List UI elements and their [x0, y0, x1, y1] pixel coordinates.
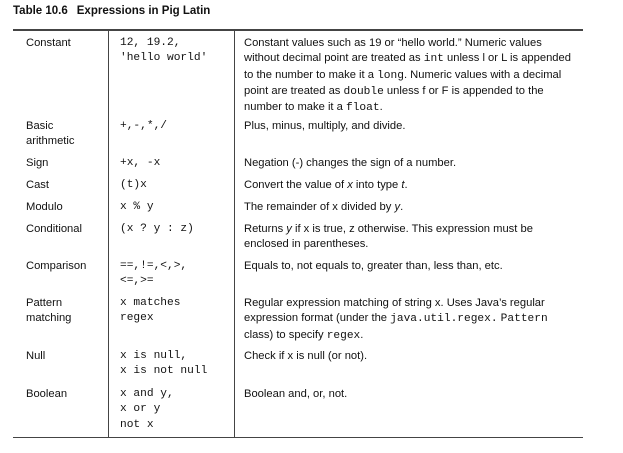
- description-text: Negation (-) changes the sign of a number.: [244, 157, 457, 169]
- row-description: [244, 36, 576, 116]
- row-name: Comparison: [26, 260, 87, 272]
- description-text: Boolean and, or, not.: [244, 388, 348, 400]
- row-name: Modulo: [26, 201, 63, 213]
- code-text: int: [423, 53, 444, 66]
- row-name: Pattern matching: [26, 297, 72, 325]
- row-description: [244, 349, 576, 364]
- description-text: if x is true, z otherwise. This expression must be enclosed in parentheses.: [244, 223, 533, 251]
- row-expression: (t)x: [120, 179, 147, 191]
- row-description: [244, 387, 576, 402]
- row-expression: +,-,*,/: [120, 120, 167, 132]
- description-text: .: [404, 179, 408, 191]
- description-text: Plus, minus, multiply, and divide.: [244, 120, 406, 132]
- row-expression: x matches regex: [120, 297, 181, 325]
- description-text: .: [360, 328, 364, 341]
- row-name: Basic arithmetic: [26, 120, 75, 148]
- row-expression: +x, -x: [120, 157, 161, 169]
- row-name: Conditional: [26, 223, 82, 235]
- description-text: y: [286, 223, 292, 235]
- description-text: .: [379, 101, 383, 114]
- row-name: Cast: [26, 179, 50, 191]
- row-description: [244, 222, 576, 253]
- row-name: Sign: [26, 157, 49, 169]
- table-number: Table 10.6: [13, 5, 68, 17]
- row-name: Null: [26, 350, 46, 362]
- row-expression: x is null, x is not null: [120, 350, 208, 378]
- description-text: .: [400, 201, 404, 213]
- description-text: x: [347, 179, 353, 191]
- row-description: [244, 200, 576, 215]
- column-divider-1: [108, 31, 109, 437]
- description-text: Constant values such as 19 or “hello world.” Numeric values without decimal point are treated as: [244, 37, 542, 65]
- table-caption: [13, 5, 210, 17]
- row-expression: (x ? y : z): [120, 223, 194, 235]
- code-text: double: [343, 85, 384, 98]
- description-text: Convert the value of: [244, 179, 348, 191]
- table-title: Expressions in Pig Latin: [76, 5, 211, 17]
- description-text: into type: [352, 179, 402, 191]
- table-bottom-rule: [13, 437, 583, 438]
- description-text: The remainder of x divided by: [244, 201, 395, 213]
- code-text: java.util.regex.: [390, 313, 498, 326]
- column-divider-2: [234, 31, 235, 437]
- description-text: . Numeric values with a decimal point are treated as: [244, 68, 562, 97]
- row-description: [244, 156, 576, 171]
- description-text: Check if x is null (or not).: [244, 350, 368, 362]
- code-text: regex: [326, 329, 361, 342]
- code-text: long: [377, 69, 404, 82]
- code-text: float: [345, 102, 380, 115]
- row-expression: x % y: [120, 201, 154, 213]
- row-expression: ==,!=,<,>, <=,>=: [120, 260, 188, 288]
- description-text: Returns: [244, 223, 287, 235]
- row-expression: x and y, x or y not x: [120, 388, 174, 431]
- description-text: unless l or L is appended to the number to make it a: [244, 52, 571, 81]
- row-name: Constant: [26, 37, 71, 49]
- row-description: [244, 119, 576, 134]
- table-top-rule: [13, 29, 583, 31]
- description-text: unless f or F is appended to the number to make it a: [244, 84, 544, 114]
- row-description: [244, 178, 576, 193]
- row-expression: 12, 19.2, 'hello world': [120, 37, 208, 65]
- row-name: Boolean: [26, 388, 68, 400]
- row-description: [244, 259, 576, 274]
- code-text: Pattern: [500, 313, 548, 326]
- description-text: class) to specify: [244, 328, 327, 341]
- description-text: Equals to, not equals to, greater than, less than, etc.: [244, 260, 503, 272]
- description-text: y: [394, 201, 401, 213]
- description-text: t: [401, 179, 405, 191]
- description-text: Regular expression matching of string x. Uses Java’s regular expression format (under the: [244, 297, 545, 325]
- row-description: [244, 296, 576, 344]
